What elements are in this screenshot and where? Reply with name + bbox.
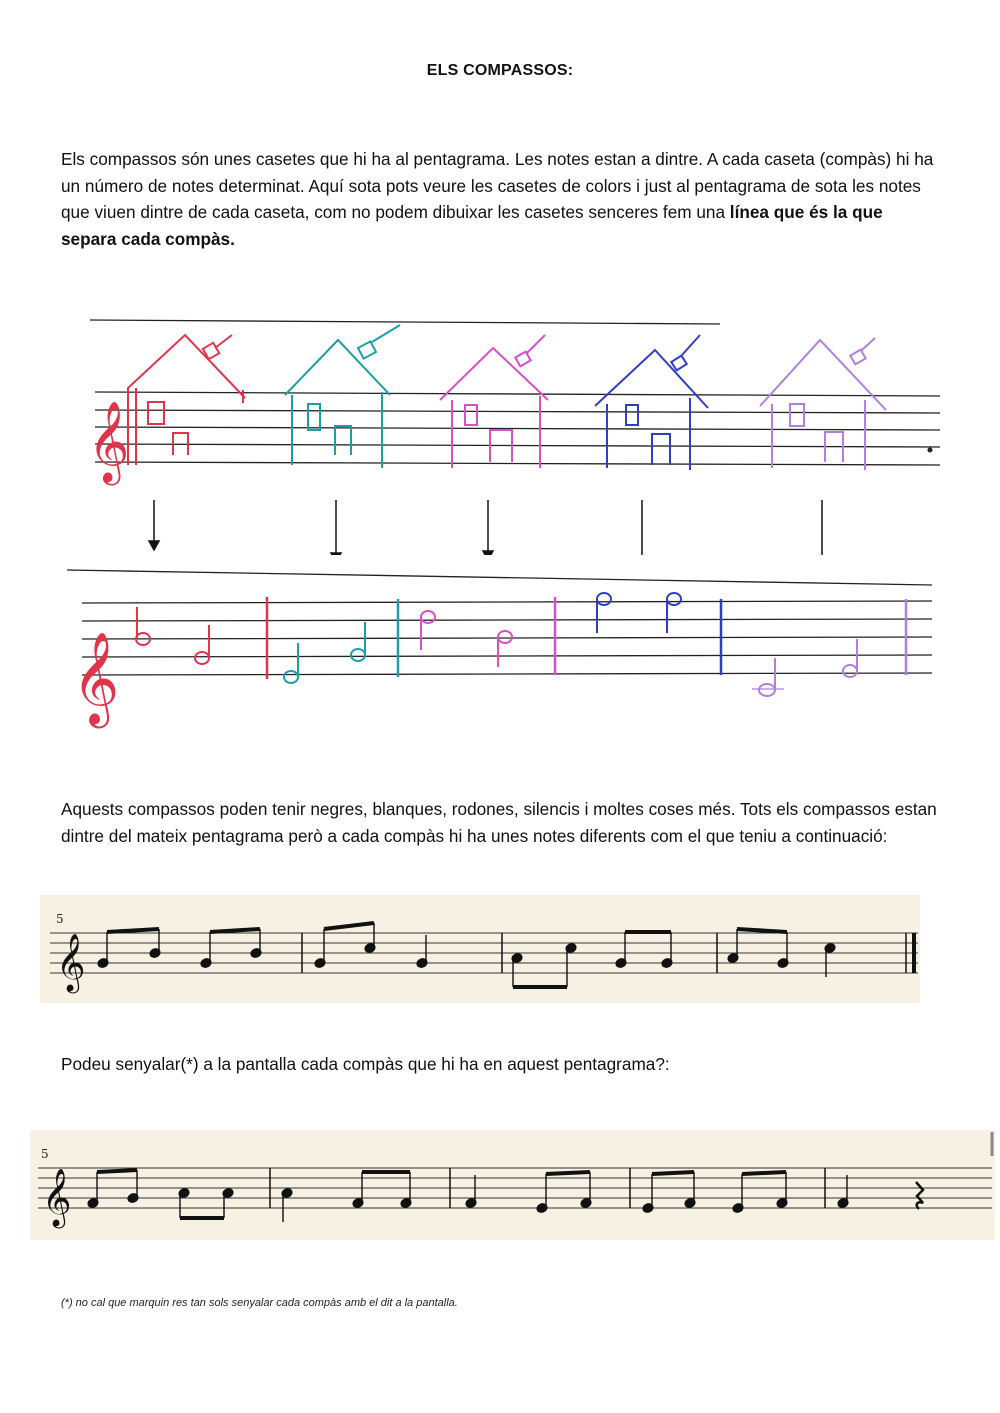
paragraph-2: Aquests compassos poden tenir negres, blanques, rodones, silencis i moltes coses més. Tots els compassos estan dintre del mateix pentagrama però a cada compàs hi ha unes notes diferents com el que teniu a continuació: (61, 799, 937, 846)
question-paragraph: Podeu senyalar(*) a la pantalla cada compàs que hi ha en aquest pentagrama?: (61, 1054, 670, 1074)
treble-clef-icon: 𝄞 (72, 631, 120, 724)
measure-number: 5 (41, 1147, 49, 1161)
intro-paragraph (61, 146, 941, 252)
intro-bold-text: línea que és la que separa cada compàs. (61, 202, 883, 249)
measure-number: 5 (56, 912, 64, 926)
treble-clef-icon: 𝄞 (56, 933, 86, 991)
treble-clef-icon: 𝄞 (88, 400, 130, 482)
footnote: (*) no cal que marquin res tan sols senyalar cada compàs amb el dit a la pantalla. (61, 1297, 458, 1309)
houses-drawing (60, 300, 950, 500)
staff-1 (40, 895, 920, 1003)
treble-clef-icon: 𝄞 (42, 1168, 72, 1226)
arrow-down-icon (149, 541, 159, 550)
staff-2 (30, 1130, 995, 1240)
intro-text: Els compassos són unes casetes que hi ha al pentagrama. Les notes estan a dintre. A cada caseta (compàs) hi ha un número de notes determinat. Aquí sota pots veure les casetes de colors i just al pentagrama de sota les notes que viuen dintre de cada caseta, com no podem dibuixar les casetes senceres fem una (61, 149, 934, 222)
page-title: ELS COMPASSOS: (426, 62, 574, 79)
colored-notes-drawing (62, 555, 937, 735)
